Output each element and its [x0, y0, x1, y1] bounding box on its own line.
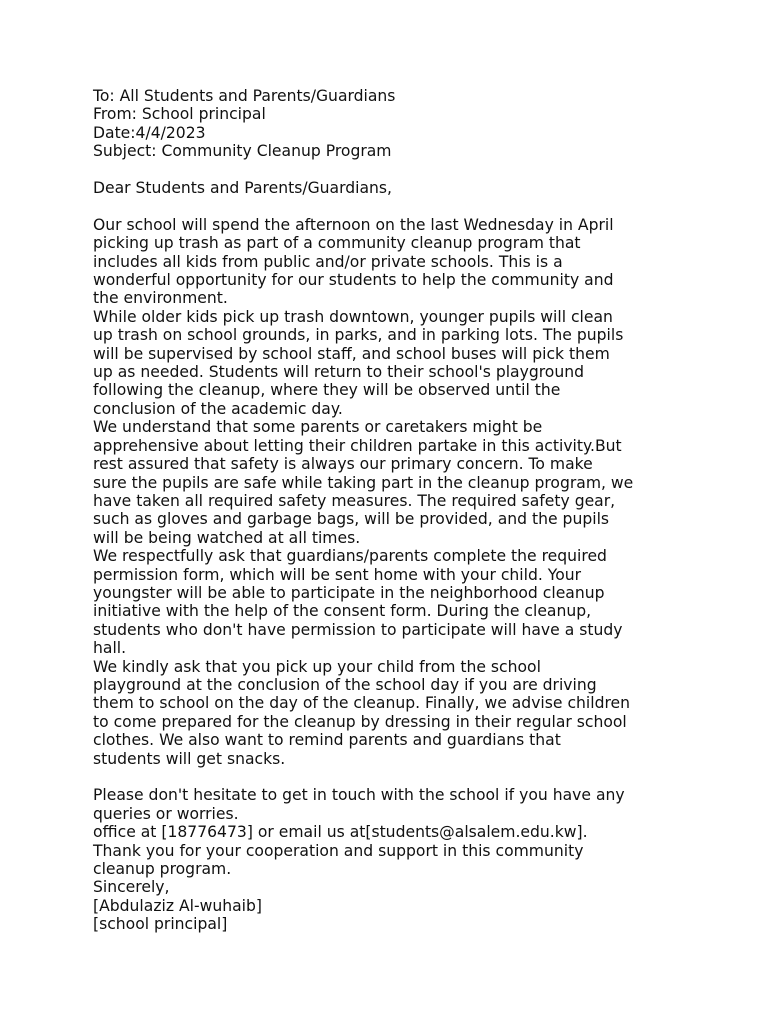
body-line: sure the pupils are safe while taking part in the cleanup program, we	[93, 473, 634, 492]
spacer	[93, 161, 693, 179]
body-line: following the cleanup, where they will be observed until the	[93, 381, 561, 400]
body-line: We kindly ask that you pick up your child from the school	[93, 657, 541, 676]
body-line: wonderful opportunity for our students to help the community and	[93, 271, 614, 290]
body-line: youngster will be able to participate in the neighborhood cleanup	[93, 583, 605, 602]
body-line: rest assured that safety is always our primary concern. To make	[93, 455, 593, 474]
date-line: Date:4/4/2023	[93, 123, 206, 142]
body-line: picking up trash as part of a community cleanup program that	[93, 234, 581, 253]
body-line: initiative with the help of the consent form. During the cleanup,	[93, 602, 592, 621]
signer-name: [Abdulaziz Al-wuhaib]	[93, 896, 262, 915]
body-line: Our school will spend the afternoon on the last Wednesday in April	[93, 215, 614, 234]
spacer	[93, 768, 693, 786]
body-line: will be supervised by school staff, and school buses will pick them	[93, 344, 610, 363]
body-line: them to school on the day of the cleanup. Finally, we advise children	[93, 694, 631, 713]
body-line: up as needed. Students will return to their school's playground	[93, 363, 585, 382]
contact-line: Please don't hesitate to get in touch with the school if you have any	[93, 786, 625, 805]
body-line: students who don't have permission to participate will have a study	[93, 620, 623, 639]
office-contact-line: office at [18776473] or email us at[students@alsalem.edu.kw].	[93, 823, 588, 842]
thanks-line: Thank you for your cooperation and support in this community	[93, 841, 584, 860]
spacer	[93, 197, 693, 215]
letter-closing	[93, 786, 693, 933]
body-line: includes all kids from public and/or private schools. This is a	[93, 252, 563, 271]
body-line: apprehensive about letting their children partake in this activity.But	[93, 436, 622, 455]
paragraph-safety	[93, 418, 693, 547]
body-line: We respectfully ask that guardians/parents complete the required	[93, 547, 607, 566]
letter-header	[93, 87, 693, 161]
from-line: From: School principal	[93, 105, 266, 124]
body-line: to come prepared for the cleanup by dressing in their regular school	[93, 712, 627, 731]
subject-line: Subject: Community Cleanup Program	[93, 142, 392, 161]
body-line: students will get snacks.	[93, 749, 286, 768]
body-line: up trash on school grounds, in parks, and in parking lots. The pupils	[93, 326, 624, 345]
body-line: will be being watched at all times.	[93, 528, 361, 547]
paragraph-supervision	[93, 308, 693, 418]
letter-body	[93, 216, 693, 768]
body-line: We understand that some parents or caretakers might be	[93, 418, 543, 437]
body-line: the environment.	[93, 289, 228, 308]
body-line: permission form, which will be sent home with your child. Your	[93, 565, 582, 584]
letter-document	[93, 87, 693, 934]
body-line: While older kids pick up trash downtown, younger pupils will clean	[93, 307, 613, 326]
signer-title: [school principal]	[93, 915, 228, 934]
salutation: Dear Students and Parents/Guardians,	[93, 179, 392, 198]
body-line: such as gloves and garbage bags, will be provided, and the pupils	[93, 510, 610, 529]
body-line: conclusion of the academic day.	[93, 399, 343, 418]
paragraph-pickup	[93, 658, 693, 768]
paragraph-intro	[93, 216, 693, 308]
body-line: clothes. We also want to remind parents and guardians that	[93, 731, 561, 750]
body-line: have taken all required safety measures. The required safety gear,	[93, 491, 616, 510]
to-line: To: All Students and Parents/Guardians	[93, 87, 396, 105]
sign-off: Sincerely,	[93, 878, 170, 897]
thanks-line: cleanup program.	[93, 860, 232, 879]
contact-line: queries or worries.	[93, 804, 239, 823]
body-line: hall.	[93, 639, 127, 658]
body-line: playground at the conclusion of the school day if you are driving	[93, 675, 597, 694]
paragraph-permission	[93, 547, 693, 657]
